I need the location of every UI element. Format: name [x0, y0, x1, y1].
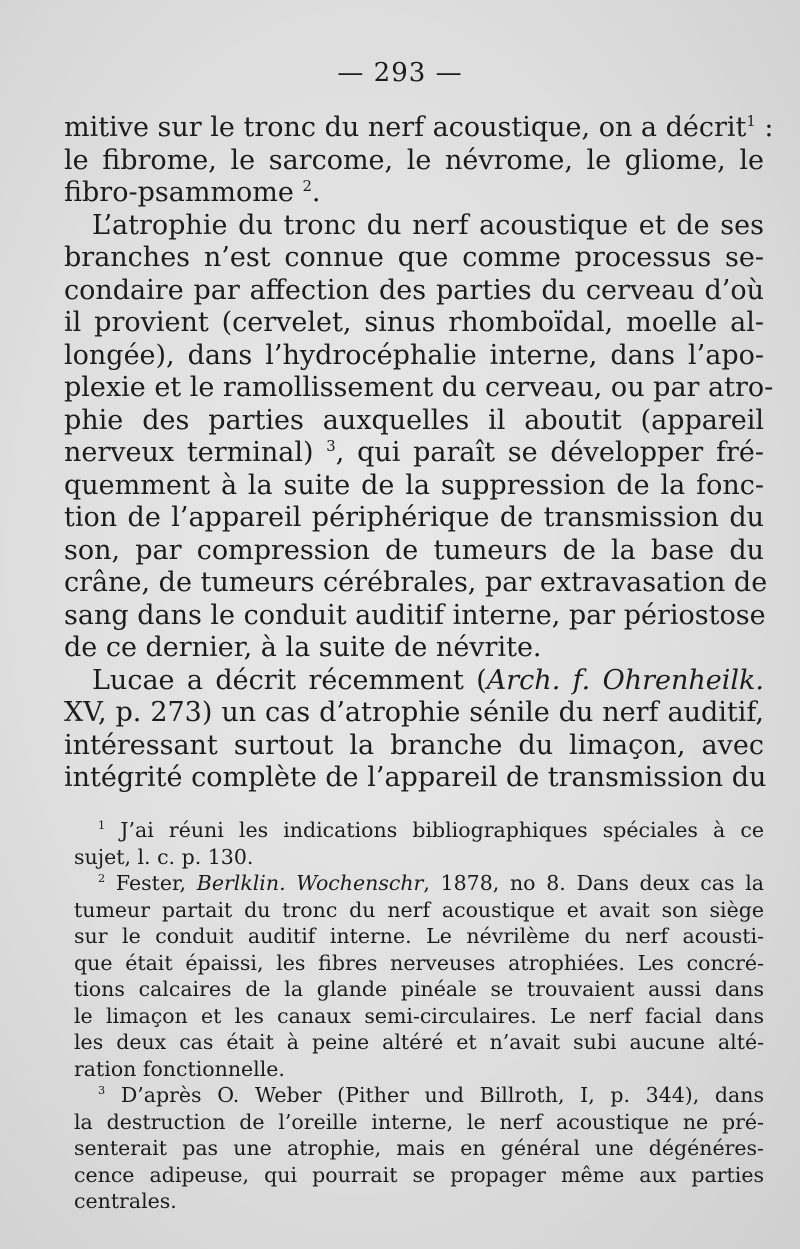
text-line: longée), dans l’hydrocéphalie interne, dans l’apo- — [64, 339, 764, 371]
footnotes — [74, 817, 764, 1215]
text-line: mitive sur le tronc du nerf acoustique, on a décrit$^1$ : — [64, 112, 774, 143]
footnote-line: sujet, l. c. p. 130. — [74, 844, 254, 869]
footnote-line: senterait pas une atrophie, mais en général une dégénéres- — [74, 1136, 764, 1160]
footnote-line: centrales. — [74, 1189, 177, 1213]
journal-citation: Arch. f. Ohrenheilk. — [486, 664, 764, 696]
footnote-line: $^2$ Fester, Berlklin. Wochenschr, 1878, no 8. Dans deux cas la — [98, 871, 764, 895]
text-line: le fibrome, le sarcome, le névrome, le gliome, le — [64, 144, 764, 176]
main-text — [64, 112, 774, 795]
footnote-line: $^1$ J’ai réuni les indications bibliographiques spéciales à ce — [98, 818, 764, 842]
text-line: sang dans le conduit auditif interne, par périostose — [64, 599, 766, 631]
text-line: tion de l’appareil périphérique de transmission du — [64, 502, 764, 533]
text-line: crâne, de tumeurs cérébrales, par extravasation de — [64, 567, 768, 598]
text-line: plexie et le ramollissement du cerveau, ou par atro- — [64, 372, 774, 403]
text-line: intégrité complète de l’appareil de transmission du — [64, 762, 767, 793]
text-line: de ce dernier, à la suite de névrite. — [64, 632, 542, 663]
footnote-line: $^3$ D’après O. Weber (Pither und Billroth, I, p. 344), dans — [98, 1083, 764, 1107]
text-line: il provient (cervelet, sinus rhomboïdal, moelle al- — [64, 307, 764, 338]
text-line: condaire par affection des parties du cerveau d’où — [64, 274, 764, 306]
text-line: XV, p. 273) un cas d’atrophie sénile du nerf auditif, — [64, 697, 764, 728]
text-line: intéressant surtout la branche du limaçon, avec — [64, 729, 764, 761]
footnote-mark: 1 — [98, 819, 106, 833]
text-line: Lucae a décrit récemment (Arch. f. Ohrenheilk. — [92, 664, 764, 696]
text-line: branches n’est connue que comme processus se- — [64, 242, 764, 273]
footnote-line: tions calcaires de la glande pinéale se trouvaient aussi dans — [74, 977, 764, 1001]
text-line: nerveux terminal) $^3$, qui paraît se développer fré- — [64, 437, 764, 468]
journal-citation: Berlklin. Wochenschr — [196, 871, 424, 895]
text-line: fibro-psammome $^2$. — [64, 177, 321, 208]
footnote-line: tumeur partait du tronc du nerf acoustique et avait son siège — [74, 897, 764, 922]
text-line: son, par compression de tumeurs de la base du — [64, 534, 764, 566]
page-number-header: — 293 — — [337, 58, 463, 88]
footnote-mark: 3 — [98, 1084, 106, 1098]
text-line: phie des parties auxquelles il aboutit (appareil — [64, 404, 764, 436]
footnote-line: sur le conduit auditif interne. Le névrilème du nerf acousti- — [74, 924, 764, 948]
footnote-mark: 2 — [98, 872, 106, 886]
footnote-line: les deux cas était à peine altéré et n’avait subi aucune alté- — [74, 1030, 764, 1054]
footnote-ref: 1 — [746, 112, 756, 130]
footnote-line: cence adipeuse, qui pourrait se propager même aux parties — [74, 1162, 764, 1187]
footnote-ref: 3 — [326, 437, 336, 455]
footnote-line: ration fonctionnelle. — [74, 1056, 285, 1081]
text-line: L’atrophie du tronc du nerf acoustique et de ses — [92, 209, 764, 241]
text-line: quemment à la suite de la suppression de la fonc- — [64, 469, 764, 501]
footnote-ref: 2 — [302, 177, 312, 195]
footnote-line: le limaçon et les canaux semi-circulaires. Le nerf facial dans — [74, 1003, 764, 1028]
footnote-line: la destruction de l’oreille interne, le nerf acoustique ne pré- — [74, 1109, 764, 1134]
footnote-line: que était épaissi, les fibres nerveuses atrophiées. Les concré- — [74, 950, 764, 975]
